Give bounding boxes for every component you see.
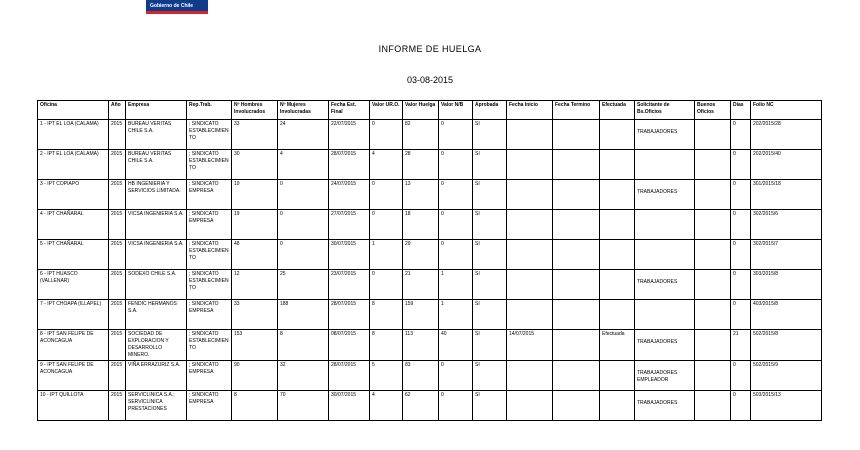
table-cell: 33 xyxy=(232,120,278,150)
table-cell xyxy=(600,120,635,150)
table-cell: 1 xyxy=(370,240,403,270)
table-cell: 0 xyxy=(439,120,473,150)
table-cell xyxy=(635,150,695,180)
table-cell: 24 xyxy=(278,120,329,150)
table-cell: 4 xyxy=(370,391,403,421)
table-cell: SI xyxy=(473,330,507,361)
solicitante-value: TRABAJADORES xyxy=(637,400,678,406)
table-cell: 0 xyxy=(731,210,751,240)
logo-text: Gobierno de Chile xyxy=(150,3,194,9)
table-cell: 62 xyxy=(403,391,439,421)
solicitante-value: TRABAJADORES xyxy=(637,339,678,345)
table-cell: 0 xyxy=(731,300,751,330)
table-cell xyxy=(695,270,731,300)
table-cell xyxy=(553,120,600,150)
table-cell xyxy=(695,361,731,391)
table-cell: ; SINDICATO EMPRESA xyxy=(187,180,232,210)
table-cell: 19 xyxy=(232,180,278,210)
table-cell xyxy=(635,391,695,421)
table-cell: 0 xyxy=(731,180,751,210)
table-cell: 0 xyxy=(370,120,403,150)
table-cell: 202/2015/40 xyxy=(751,150,822,180)
table-cell: SOCIEDAD DE EXPLORACION Y DESARROLLO MINERO. xyxy=(126,330,187,361)
table-cell: 27/07/2015 xyxy=(329,210,370,240)
table-cell: 0 xyxy=(278,240,329,270)
table-cell xyxy=(507,150,553,180)
table-cell: ; SINDICATO EMPRESA xyxy=(187,210,232,240)
column-header: Rep.Trab. xyxy=(187,101,232,120)
table-cell: 30 xyxy=(232,150,278,180)
table-cell: 0 xyxy=(731,240,751,270)
table-cell: BUREAU VERITAS CHILE S.A. xyxy=(126,150,187,180)
table-cell xyxy=(635,180,695,210)
table-cell xyxy=(600,210,635,240)
table-cell: 0 xyxy=(370,180,403,210)
table-cell: 29 xyxy=(403,240,439,270)
table-cell xyxy=(553,300,600,330)
table-cell xyxy=(553,150,600,180)
table-cell: 303/2015/8 xyxy=(751,270,822,300)
table-cell: HB INGENIERIA Y SERVICIOS LIMITADA. xyxy=(126,180,187,210)
table-cell: 153 xyxy=(232,330,278,361)
table-cell xyxy=(600,361,635,391)
table-cell: 28 xyxy=(403,150,439,180)
table-row xyxy=(38,120,822,150)
table-cell: 21 xyxy=(731,330,751,361)
table-row xyxy=(38,300,822,330)
table-cell: SI xyxy=(473,391,507,421)
column-header: Valor Huelga xyxy=(403,101,439,120)
solicitante-value: TRABAJADORES EMPLEADOR xyxy=(637,370,678,383)
column-header: Fecha Est. Final xyxy=(329,101,370,120)
table-cell: 188 xyxy=(278,300,329,330)
table-cell: 8 xyxy=(370,330,403,361)
table-cell xyxy=(553,361,600,391)
table-cell: 9 - IPT SAN FELIPE DE ACONCAGUA xyxy=(38,361,109,391)
table-cell: 40 xyxy=(439,330,473,361)
table-row xyxy=(38,391,822,421)
column-header: Folio NC xyxy=(751,101,822,120)
table-cell xyxy=(553,270,600,300)
table-cell: 0 xyxy=(439,240,473,270)
table-row xyxy=(38,180,822,210)
solicitante-value: TRABAJADORES xyxy=(637,279,678,285)
table-cell: SI xyxy=(473,300,507,330)
report-date: 03-08-2015 xyxy=(406,75,454,85)
table-cell: 301/2015/18 xyxy=(751,180,822,210)
table-cell: 2015 xyxy=(109,150,126,180)
table-cell: 0 xyxy=(731,391,751,421)
column-header: Fecha Inicio xyxy=(507,101,553,120)
table-cell xyxy=(635,361,695,391)
solicitante-value: TRABAJADORES xyxy=(637,189,678,195)
table-cell: 2015 xyxy=(109,391,126,421)
table-cell: 8 xyxy=(370,300,403,330)
table-cell: 48 xyxy=(232,240,278,270)
table-cell: 2015 xyxy=(109,361,126,391)
table-cell: 08/07/2015 xyxy=(329,330,370,361)
table-cell xyxy=(695,150,731,180)
table-cell: 502/2015/9 xyxy=(751,361,822,391)
column-header: Valor UR.O. xyxy=(370,101,403,120)
table-cell: ; SINDICATO ESTABLECIMIENTO xyxy=(187,270,232,300)
table-cell: 159 xyxy=(403,300,439,330)
column-header: Aprobada xyxy=(473,101,507,120)
table-cell: 0 xyxy=(370,210,403,240)
table-cell xyxy=(507,300,553,330)
table-cell: 4 - IPT CHAÑARAL xyxy=(38,210,109,240)
table-cell: ; SINDICATO ESTABLECIMIENTO xyxy=(187,150,232,180)
table-header-row xyxy=(38,101,822,120)
table-cell: SI xyxy=(473,180,507,210)
table-cell: 2 - IPT EL LOA (CALAMA) xyxy=(38,150,109,180)
column-header: Empresa xyxy=(126,101,187,120)
table-cell xyxy=(695,210,731,240)
table-cell: 2015 xyxy=(109,240,126,270)
table-row xyxy=(38,361,822,391)
table-cell: ; SINDICATO EMPRESA xyxy=(187,361,232,391)
table-cell xyxy=(635,300,695,330)
table-cell: SI xyxy=(473,210,507,240)
table-cell xyxy=(507,210,553,240)
table-cell: ; SINDICATO EMPRESA xyxy=(187,391,232,421)
table-row xyxy=(38,150,822,180)
table-cell xyxy=(507,180,553,210)
table-cell: FENDIC HERMANOS S.A. xyxy=(126,300,187,330)
table-cell: 0 xyxy=(278,180,329,210)
table-cell xyxy=(600,391,635,421)
table-cell: BUREAU VERITAS CHILE S.A. xyxy=(126,120,187,150)
table-cell: ; SINDICATO ESTABLECIMIENTO xyxy=(187,330,232,361)
table-cell: SI xyxy=(473,120,507,150)
table-body xyxy=(38,120,822,421)
table-cell xyxy=(600,180,635,210)
table-cell: 19 xyxy=(232,210,278,240)
table-cell xyxy=(635,270,695,300)
strike-report-table xyxy=(37,100,822,421)
table-cell xyxy=(600,150,635,180)
table-cell: SI xyxy=(473,270,507,300)
table-cell: 503/2015/13 xyxy=(751,391,822,421)
table-cell xyxy=(507,240,553,270)
table-cell: 25 xyxy=(278,270,329,300)
table-cell: SI xyxy=(473,150,507,180)
table-cell xyxy=(635,120,695,150)
table-cell: ; SINDICATO ESTABLECIMIENTO xyxy=(187,120,232,150)
column-header: Oficina xyxy=(38,101,109,120)
column-header: Fecha Termino xyxy=(553,101,600,120)
column-header: Año xyxy=(109,101,126,120)
table-cell: 30/07/2015 xyxy=(329,391,370,421)
table-cell: 0 xyxy=(731,361,751,391)
table-cell: 18 xyxy=(403,210,439,240)
table-cell xyxy=(695,300,731,330)
table-cell: 0 xyxy=(439,210,473,240)
table-cell: SI xyxy=(473,240,507,270)
table-cell: VIÑA ERRAZURIZ S.A. xyxy=(126,361,187,391)
table-cell: 0 xyxy=(439,361,473,391)
table-cell xyxy=(695,330,731,361)
table-cell: 90 xyxy=(232,361,278,391)
table-cell: 14/07/2015 xyxy=(507,330,553,361)
table-cell: 28/07/2015 xyxy=(329,300,370,330)
table-cell xyxy=(507,391,553,421)
table-cell: 403/2015/8 xyxy=(751,300,822,330)
table-cell: ; SINDICATO EMPRESA xyxy=(187,300,232,330)
table-cell xyxy=(507,120,553,150)
table-cell: 33 xyxy=(232,300,278,330)
table-cell: 21 xyxy=(403,270,439,300)
table-cell: SI xyxy=(473,361,507,391)
table-cell: 2015 xyxy=(109,330,126,361)
table-cell: 502/2015/8 xyxy=(751,330,822,361)
table-cell: 4 xyxy=(278,150,329,180)
table-cell: 32 xyxy=(278,361,329,391)
table-row xyxy=(38,270,822,300)
table-cell: 302/2015/7 xyxy=(751,240,822,270)
table-cell: 28/07/2015 xyxy=(329,150,370,180)
table-cell xyxy=(553,180,600,210)
table-cell xyxy=(635,330,695,361)
table-cell: 70 xyxy=(278,391,329,421)
table-cell: 0 xyxy=(278,210,329,240)
table-cell: 2015 xyxy=(109,300,126,330)
table-cell xyxy=(553,391,600,421)
table-cell: 8 - IPT SAN FELIPE DE ACONCAGUA xyxy=(38,330,109,361)
table-cell: 2015 xyxy=(109,210,126,240)
table-cell: SODEXO CHILE S.A. xyxy=(126,270,187,300)
table-cell: 82 xyxy=(403,120,439,150)
table-cell: 23/07/2015 xyxy=(329,270,370,300)
table-cell: 22/07/2015 xyxy=(329,120,370,150)
table-cell: 202/2015/28 xyxy=(751,120,822,150)
table-cell xyxy=(695,120,731,150)
table-cell: 28/07/2015 xyxy=(329,361,370,391)
table-cell: 6 - IPT HUASCO (VALLENAR) xyxy=(38,270,109,300)
table-cell: 2015 xyxy=(109,120,126,150)
table-cell: 1 xyxy=(439,270,473,300)
table-cell xyxy=(553,210,600,240)
table-cell: 5 xyxy=(370,361,403,391)
table-cell: 10 - IPT QUILLOTA xyxy=(38,391,109,421)
report-title: INFORME DE HUELGA xyxy=(378,44,482,54)
gobierno-logo xyxy=(146,0,208,14)
table-cell: 3 - IPT COPIAPO xyxy=(38,180,109,210)
table-cell xyxy=(600,240,635,270)
column-header: Valor N/B xyxy=(439,101,473,120)
solicitante-value: TRABAJADORES xyxy=(637,129,678,135)
table-cell: 2015 xyxy=(109,270,126,300)
table-cell: 302/2015/6 xyxy=(751,210,822,240)
table-cell xyxy=(635,240,695,270)
table-cell: 8 xyxy=(232,391,278,421)
logo-stripe xyxy=(146,11,208,14)
table-cell xyxy=(695,240,731,270)
table-cell xyxy=(600,270,635,300)
table-cell: 0 xyxy=(731,150,751,180)
table-row xyxy=(38,240,822,270)
table-cell xyxy=(507,270,553,300)
table-cell xyxy=(600,300,635,330)
table-cell: 0 xyxy=(370,270,403,300)
table-cell: SERVICLINICA S.A.; SERVICLINICA PRESTACIONES xyxy=(126,391,187,421)
table-cell: 0 xyxy=(439,391,473,421)
table-cell: Efectuada xyxy=(600,330,635,361)
table-cell: 0 xyxy=(439,150,473,180)
table-cell xyxy=(553,240,600,270)
table-cell: VICSA INGENIERIA S.A. xyxy=(126,210,187,240)
table-cell xyxy=(635,210,695,240)
table-cell: 113 xyxy=(403,330,439,361)
column-header: Solicitante de Bs.Oficios xyxy=(635,101,695,120)
table-cell: 4 xyxy=(370,150,403,180)
column-header: Días xyxy=(731,101,751,120)
table-row xyxy=(38,330,822,361)
table-cell xyxy=(507,361,553,391)
table-cell: 13 xyxy=(403,180,439,210)
table-cell: ; SINDICATO ESTABLECIMIENTO xyxy=(187,240,232,270)
table-cell xyxy=(553,330,600,361)
table-cell: 12 xyxy=(232,270,278,300)
column-header: Nº Mujeres Involucradas xyxy=(278,101,329,120)
table-cell: 8 xyxy=(278,330,329,361)
table-cell: 2015 xyxy=(109,180,126,210)
table-row xyxy=(38,210,822,240)
table-cell: 0 xyxy=(731,120,751,150)
column-header: Nº Hombres Involucrados xyxy=(232,101,278,120)
table-cell: 24/07/2015 xyxy=(329,180,370,210)
column-header: Buenos Oficios xyxy=(695,101,731,120)
table-cell: 1 - IPT EL LOA (CALAMA) xyxy=(38,120,109,150)
table-cell: VICSA INGENIERIA S.A. xyxy=(126,240,187,270)
table-cell: 0 xyxy=(731,270,751,300)
table-cell: 83 xyxy=(403,361,439,391)
column-header: Efectuada xyxy=(600,101,635,120)
table-cell xyxy=(695,391,731,421)
table-cell: 1 xyxy=(439,300,473,330)
table-cell: 7 - IPT CHOAPA (ILLAPEL) xyxy=(38,300,109,330)
table-cell: 30/07/2015 xyxy=(329,240,370,270)
table-cell: 5 - IPT CHAÑARAL xyxy=(38,240,109,270)
table-cell xyxy=(695,180,731,210)
table-cell: 0 xyxy=(439,180,473,210)
